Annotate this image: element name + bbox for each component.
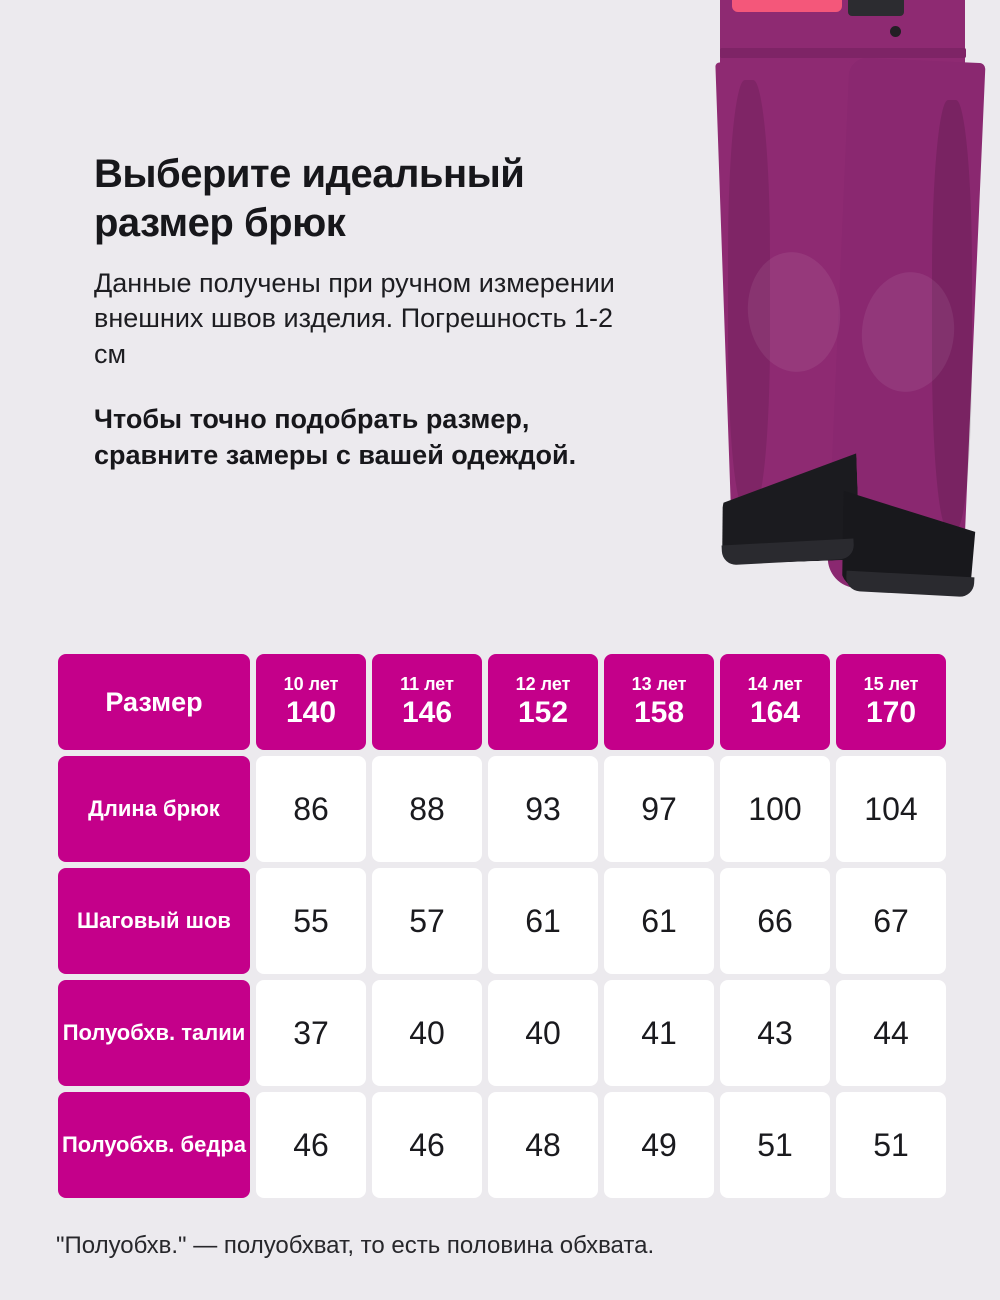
table-row bbox=[58, 756, 946, 862]
row-label: Длина брюк bbox=[58, 756, 250, 862]
pants-lining bbox=[732, 0, 842, 12]
row-label: Шаговый шов bbox=[58, 868, 250, 974]
size-number-label: 146 bbox=[401, 696, 453, 730]
size-column-header bbox=[256, 654, 366, 750]
size-age-label: 10 лет bbox=[283, 674, 339, 695]
table-cell: 104 bbox=[836, 756, 946, 862]
table-row bbox=[58, 868, 946, 974]
pants-cuff-right bbox=[839, 463, 980, 595]
table-cell: 51 bbox=[836, 1092, 946, 1198]
table-row bbox=[58, 980, 946, 1086]
table-cell: 86 bbox=[256, 756, 366, 862]
table-cell: 61 bbox=[604, 868, 714, 974]
pants-button bbox=[890, 26, 901, 37]
pants-right-leg bbox=[827, 57, 986, 592]
size-age-label: 14 лет bbox=[747, 674, 803, 695]
pants-waist-seam bbox=[720, 48, 966, 58]
pants-knee-seam-left bbox=[742, 248, 846, 377]
pants-left-leg bbox=[715, 58, 872, 563]
size-column-header bbox=[604, 654, 714, 750]
measurement-note: Данные получены при ручном измерении внешних швов изделия. Погрешность 1-2 см bbox=[94, 267, 615, 369]
pants-cuff-left bbox=[718, 442, 860, 565]
table-cell: 48 bbox=[488, 1092, 598, 1198]
size-table bbox=[52, 648, 952, 1204]
table-cell: 44 bbox=[836, 980, 946, 1086]
size-age-label: 15 лет bbox=[863, 674, 919, 695]
size-column-header bbox=[836, 654, 946, 750]
pants-zipper bbox=[806, 62, 811, 122]
table-cell: 40 bbox=[488, 980, 598, 1086]
size-column-header bbox=[720, 654, 830, 750]
pants-shadow-right bbox=[932, 100, 972, 530]
size-number-label: 152 bbox=[517, 696, 569, 730]
table-cell: 55 bbox=[256, 868, 366, 974]
table-cell: 97 bbox=[604, 756, 714, 862]
size-age-label: 13 лет bbox=[631, 674, 687, 695]
size-age-label: 12 лет bbox=[515, 674, 571, 695]
sizing-advice: Чтобы точно подобрать размер, сравните замеры с вашей одеждой. bbox=[94, 404, 577, 471]
size-column-header bbox=[372, 654, 482, 750]
row-label: Полуобхв. бедра bbox=[58, 1092, 250, 1198]
table-cell: 88 bbox=[372, 756, 482, 862]
table-cell: 40 bbox=[372, 980, 482, 1086]
table-row bbox=[58, 1092, 946, 1198]
size-age-label: 11 лет bbox=[400, 674, 454, 695]
size-number-label: 158 bbox=[633, 696, 685, 730]
table-corner-label: Размер bbox=[58, 654, 250, 750]
table-cell: 66 bbox=[720, 868, 830, 974]
table-cell: 57 bbox=[372, 868, 482, 974]
table-cell: 41 bbox=[604, 980, 714, 1086]
size-table-wrapper bbox=[52, 648, 952, 1204]
pants-hem-left bbox=[722, 539, 855, 566]
pants-shadow-left bbox=[728, 80, 770, 510]
table-cell: 51 bbox=[720, 1092, 830, 1198]
pants-waistband bbox=[720, 0, 965, 70]
footnote: "Полуобхв." — полуобхват, то есть половина обхвата. bbox=[56, 1232, 655, 1259]
table-cell: 43 bbox=[720, 980, 830, 1086]
table-cell: 67 bbox=[836, 868, 946, 974]
table-cell: 46 bbox=[372, 1092, 482, 1198]
ski-pants-illustration bbox=[580, 0, 1000, 650]
pants-buckle bbox=[848, 0, 904, 16]
size-column-header bbox=[488, 654, 598, 750]
table-header-row bbox=[58, 654, 946, 750]
size-number-label: 164 bbox=[749, 696, 801, 730]
table-cell: 61 bbox=[488, 868, 598, 974]
page-title: Выберите идеальный размер брюк bbox=[94, 152, 525, 245]
table-cell: 100 bbox=[720, 756, 830, 862]
pants-knee-seam-right bbox=[856, 268, 960, 397]
size-number-label: 140 bbox=[285, 696, 337, 730]
pants-hem-right bbox=[846, 571, 975, 598]
table-cell: 37 bbox=[256, 980, 366, 1086]
intro-text-block bbox=[94, 150, 634, 474]
table-cell: 49 bbox=[604, 1092, 714, 1198]
row-label: Полуобхв. талии bbox=[58, 980, 250, 1086]
size-number-label: 170 bbox=[865, 696, 917, 730]
table-cell: 46 bbox=[256, 1092, 366, 1198]
table-cell: 93 bbox=[488, 756, 598, 862]
